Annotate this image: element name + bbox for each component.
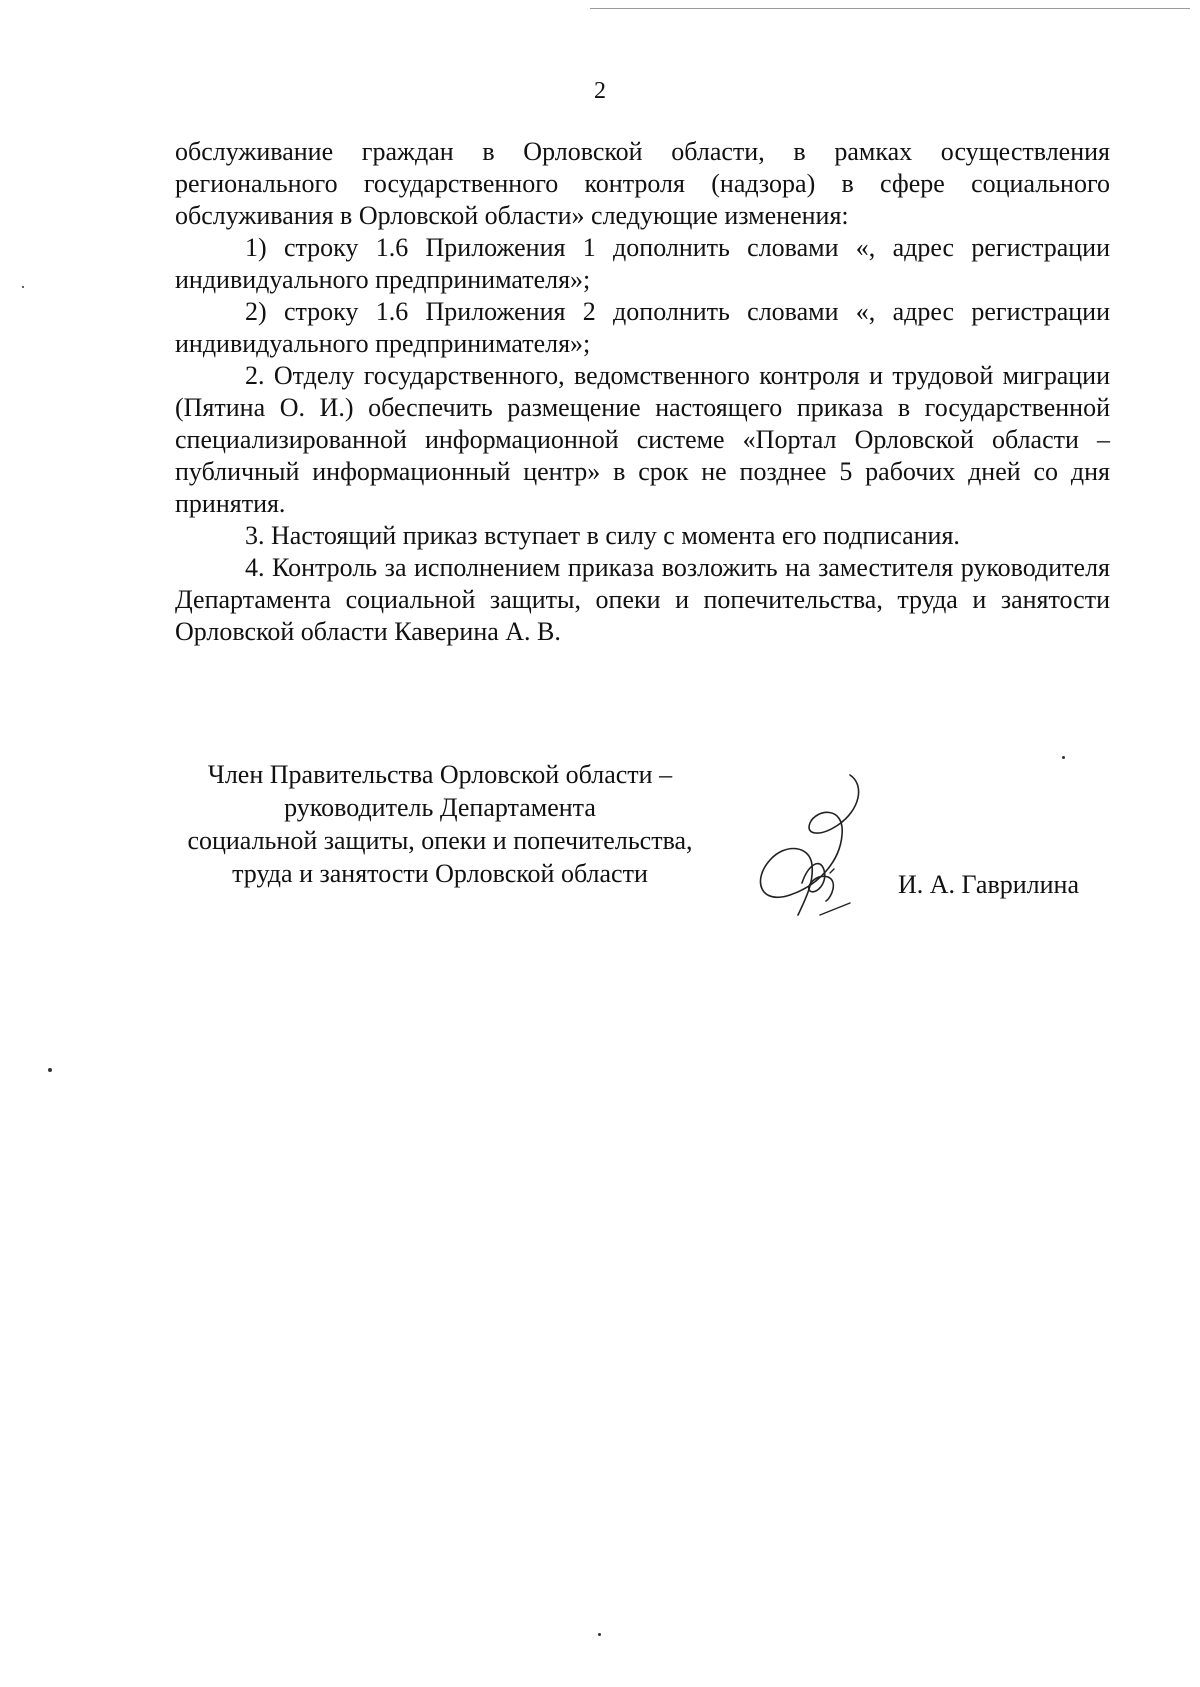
- paragraph-item-2: 2) строку 1.6 Приложения 2 дополнить словами «, адрес регистрации индивидуального предпринимателя»;: [175, 297, 1110, 358]
- scan-speck: [598, 1633, 601, 1636]
- signatory-title-line: руководитель Департамента: [284, 793, 596, 822]
- signatory-name: И. А. Гаврилина: [898, 870, 1080, 899]
- paragraph-point-2: 2. Отделу государственного, ведомственного контроля и трудовой миграции (Пятина О. И.) обеспечить размещение настоящего приказа в государственной специализированной информационной системе «Портал Орловской области – публичный информационный центр» в срок не позднее 5 рабочих дней со дня принятия.: [175, 361, 1110, 518]
- scan-speck: [22, 286, 24, 288]
- signatory-title-line: Член Правительства Орловской области –: [207, 760, 673, 789]
- scan-speck: [48, 1068, 52, 1072]
- document-body: [175, 136, 1110, 648]
- signatory-title: [160, 758, 720, 890]
- page-number: 2: [594, 78, 606, 104]
- signatory-title-line: труда и занятости Орловской области: [232, 859, 648, 888]
- paragraph-point-4: 4. Контроль за исполнением приказа возложить на заместителя руководителя Департамента социальной защиты, опеки и попечительства, труда и занятости Орловской области Каверина А. В.: [175, 553, 1110, 646]
- scan-speck: [1062, 756, 1065, 759]
- paragraph-continuation: обслуживание граждан в Орловской области, в рамках осуществления регионального государственного контроля (надзора) в сфере социального обслуживания в Орловской области» следующие изменения:: [175, 137, 1110, 230]
- signatory-title-line: социальной защиты, опеки и попечительства,: [187, 826, 693, 855]
- handwritten-signature-icon: [750, 765, 900, 925]
- paragraph-item-1: 1) строку 1.6 Приложения 1 дополнить словами «, адрес регистрации индивидуального предпринимателя»;: [175, 233, 1110, 294]
- scan-top-edge-line: [590, 8, 1190, 9]
- paragraph-point-3: 3. Настоящий приказ вступает в силу с момента его подписания.: [245, 521, 960, 550]
